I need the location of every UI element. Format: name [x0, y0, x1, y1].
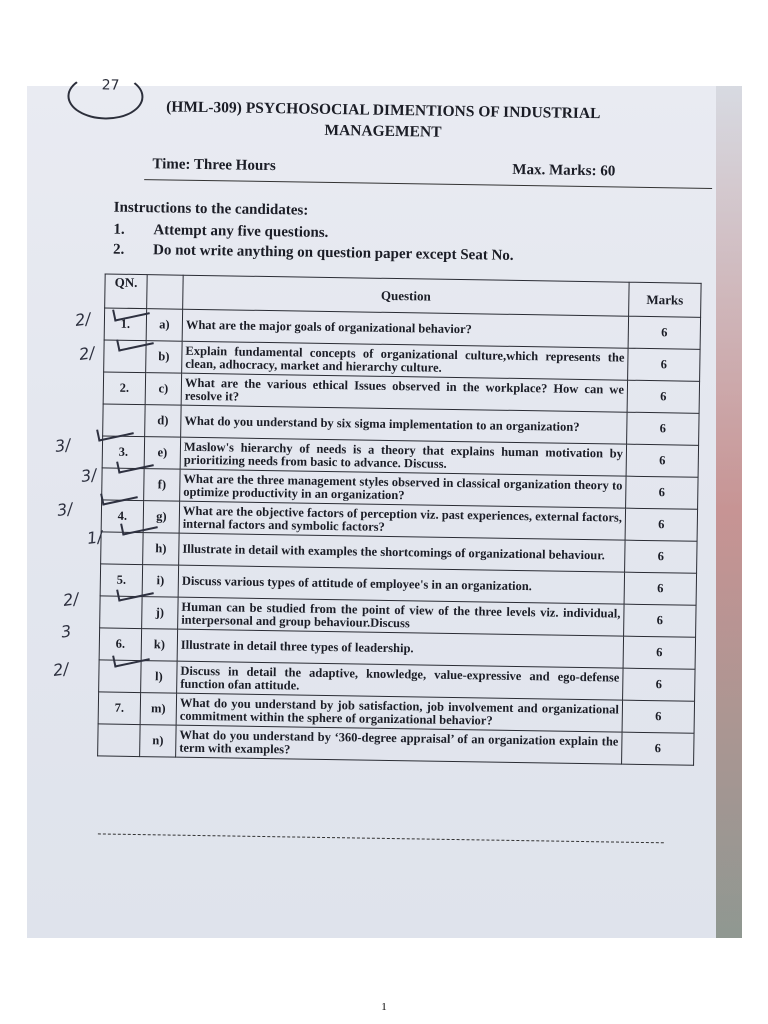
instruction-text: Do not write anything on question paper except Seat No. [152, 242, 514, 264]
question-marks: 6 [626, 444, 698, 477]
question-text: What are the objective factors of perception viz. past experiences, external factors, internal factors and symbolic factors? [179, 501, 625, 540]
paper-title: (HML-309) PSYCHOSOCIAL DIMENTIONS OF INDUSTRIAL MANAGEMENT [166, 98, 601, 141]
question-number: 4. [101, 500, 143, 533]
page-number: 1 [381, 1001, 387, 1013]
question-marks: 6 [623, 668, 695, 701]
question-text: Explain fundamental concepts of organizational culture,which represents the clean, adhocracy, market and hierarchy culture. [182, 341, 628, 380]
header-rule [144, 179, 712, 189]
sub-question-label: b) [146, 341, 182, 374]
question-marks: 6 [626, 476, 698, 509]
instruction-item [113, 222, 328, 242]
sub-question-label: f) [144, 469, 180, 502]
question-marks: 6 [623, 636, 695, 669]
circled-score-text: 27 [101, 77, 120, 94]
handwritten-mark: 1/ [85, 527, 104, 548]
handwritten-mark: 3/ [79, 465, 98, 486]
sub-question-label: l) [141, 661, 177, 694]
question-number: 3. [102, 436, 144, 469]
instruction-text: Attempt any five questions. [153, 222, 329, 241]
sub-question-label: j) [142, 597, 178, 630]
question-text: Illustrate in detail three types of leadership. [177, 629, 623, 668]
sub-question-label: c) [145, 373, 181, 406]
instructions-heading: Instructions to the candidates: [113, 199, 309, 219]
question-marks: 6 [628, 348, 700, 381]
question-text: Discuss in detail the adaptive, knowledge, value-expressive and ego-defense function ofan attitude. [177, 661, 623, 700]
instruction-number: 1. [113, 221, 125, 238]
question-text: What are the various ethical Issues observed in the workplace? How can we resolve it? [181, 373, 627, 412]
question-number: 5. [100, 564, 142, 597]
question-marks: 6 [625, 508, 697, 541]
question-marks: 6 [624, 572, 696, 605]
sub-header [147, 275, 184, 310]
question-number: 7. [98, 692, 140, 725]
question-marks: 6 [627, 380, 699, 413]
question-text: Discuss various types of attitude of employee's in an organization. [178, 565, 624, 604]
document-photo [27, 77, 742, 938]
question-table [97, 273, 702, 765]
question-number: 1. [104, 308, 146, 341]
question-text: What are the major goals of organizational behavior? [182, 309, 628, 348]
sub-question-label: e) [144, 437, 180, 470]
sub-question-label: d) [145, 405, 181, 438]
question-number: 6. [99, 628, 141, 661]
time-label: Time: Three Hours [152, 156, 276, 175]
handwritten-mark: 2/ [73, 309, 92, 330]
handwritten-mark: 3/ [53, 435, 72, 456]
question-text: What do you understand by ‘360-degree appraisal’ of an organization explain the term with examples? [176, 725, 622, 764]
question-number: 2. [103, 372, 145, 405]
question-header: Question [183, 275, 629, 316]
handwritten-mark: 2/ [51, 659, 70, 680]
question-text: What are the three management styles observed in classical organization theory to optimize productivity in an organization? [180, 469, 626, 508]
handwritten-mark: 2/ [77, 343, 96, 364]
question-number [101, 532, 143, 565]
sub-question-label: m) [140, 693, 176, 726]
question-marks: 6 [622, 700, 694, 733]
sub-question-label: i) [142, 565, 178, 598]
question-marks: 6 [628, 316, 700, 349]
question-text: Illustrate in detail with examples the shortcomings of organizational behaviour. [179, 533, 625, 572]
question-text: Human can be studied from the point of view of the three levels viz. individual, interpersonal and group behaviour.Discuss [178, 597, 624, 636]
question-rows [98, 308, 701, 765]
handwritten-mark: 3/ [55, 499, 74, 520]
handwritten-mark: 2/ [61, 589, 80, 610]
question-number [98, 724, 140, 757]
handwritten-mark: 3 [59, 621, 73, 642]
qn-header: QN. [105, 274, 148, 309]
question-text: What do you understand by job satisfaction, job involvement and organizational commitment within the sphere of organizational behavior? [176, 693, 622, 732]
question-marks: 6 [627, 412, 699, 445]
sub-question-label: g) [143, 501, 179, 534]
sub-question-label: n) [140, 725, 176, 758]
sub-question-label: a) [146, 309, 182, 342]
question-text: Maslow's hierarchy of needs is a theory that explains human motivation by prioritizing needs from basic to advance. Discuss. [180, 437, 626, 476]
dashed-rule [98, 833, 664, 843]
question-paper [61, 77, 724, 931]
question-marks: 6 [622, 732, 694, 765]
question-marks: 6 [624, 604, 696, 637]
question-text: What do you understand by six sigma implementation to an organization? [181, 405, 627, 444]
instruction-item [113, 242, 514, 265]
sub-question-label: h) [143, 533, 179, 566]
marks-header: Marks [629, 282, 702, 317]
instruction-number: 2. [112, 241, 125, 258]
sub-question-label: k) [141, 629, 177, 662]
max-marks-label: Max. Marks: 60 [512, 161, 616, 180]
question-marks: 6 [625, 540, 697, 573]
